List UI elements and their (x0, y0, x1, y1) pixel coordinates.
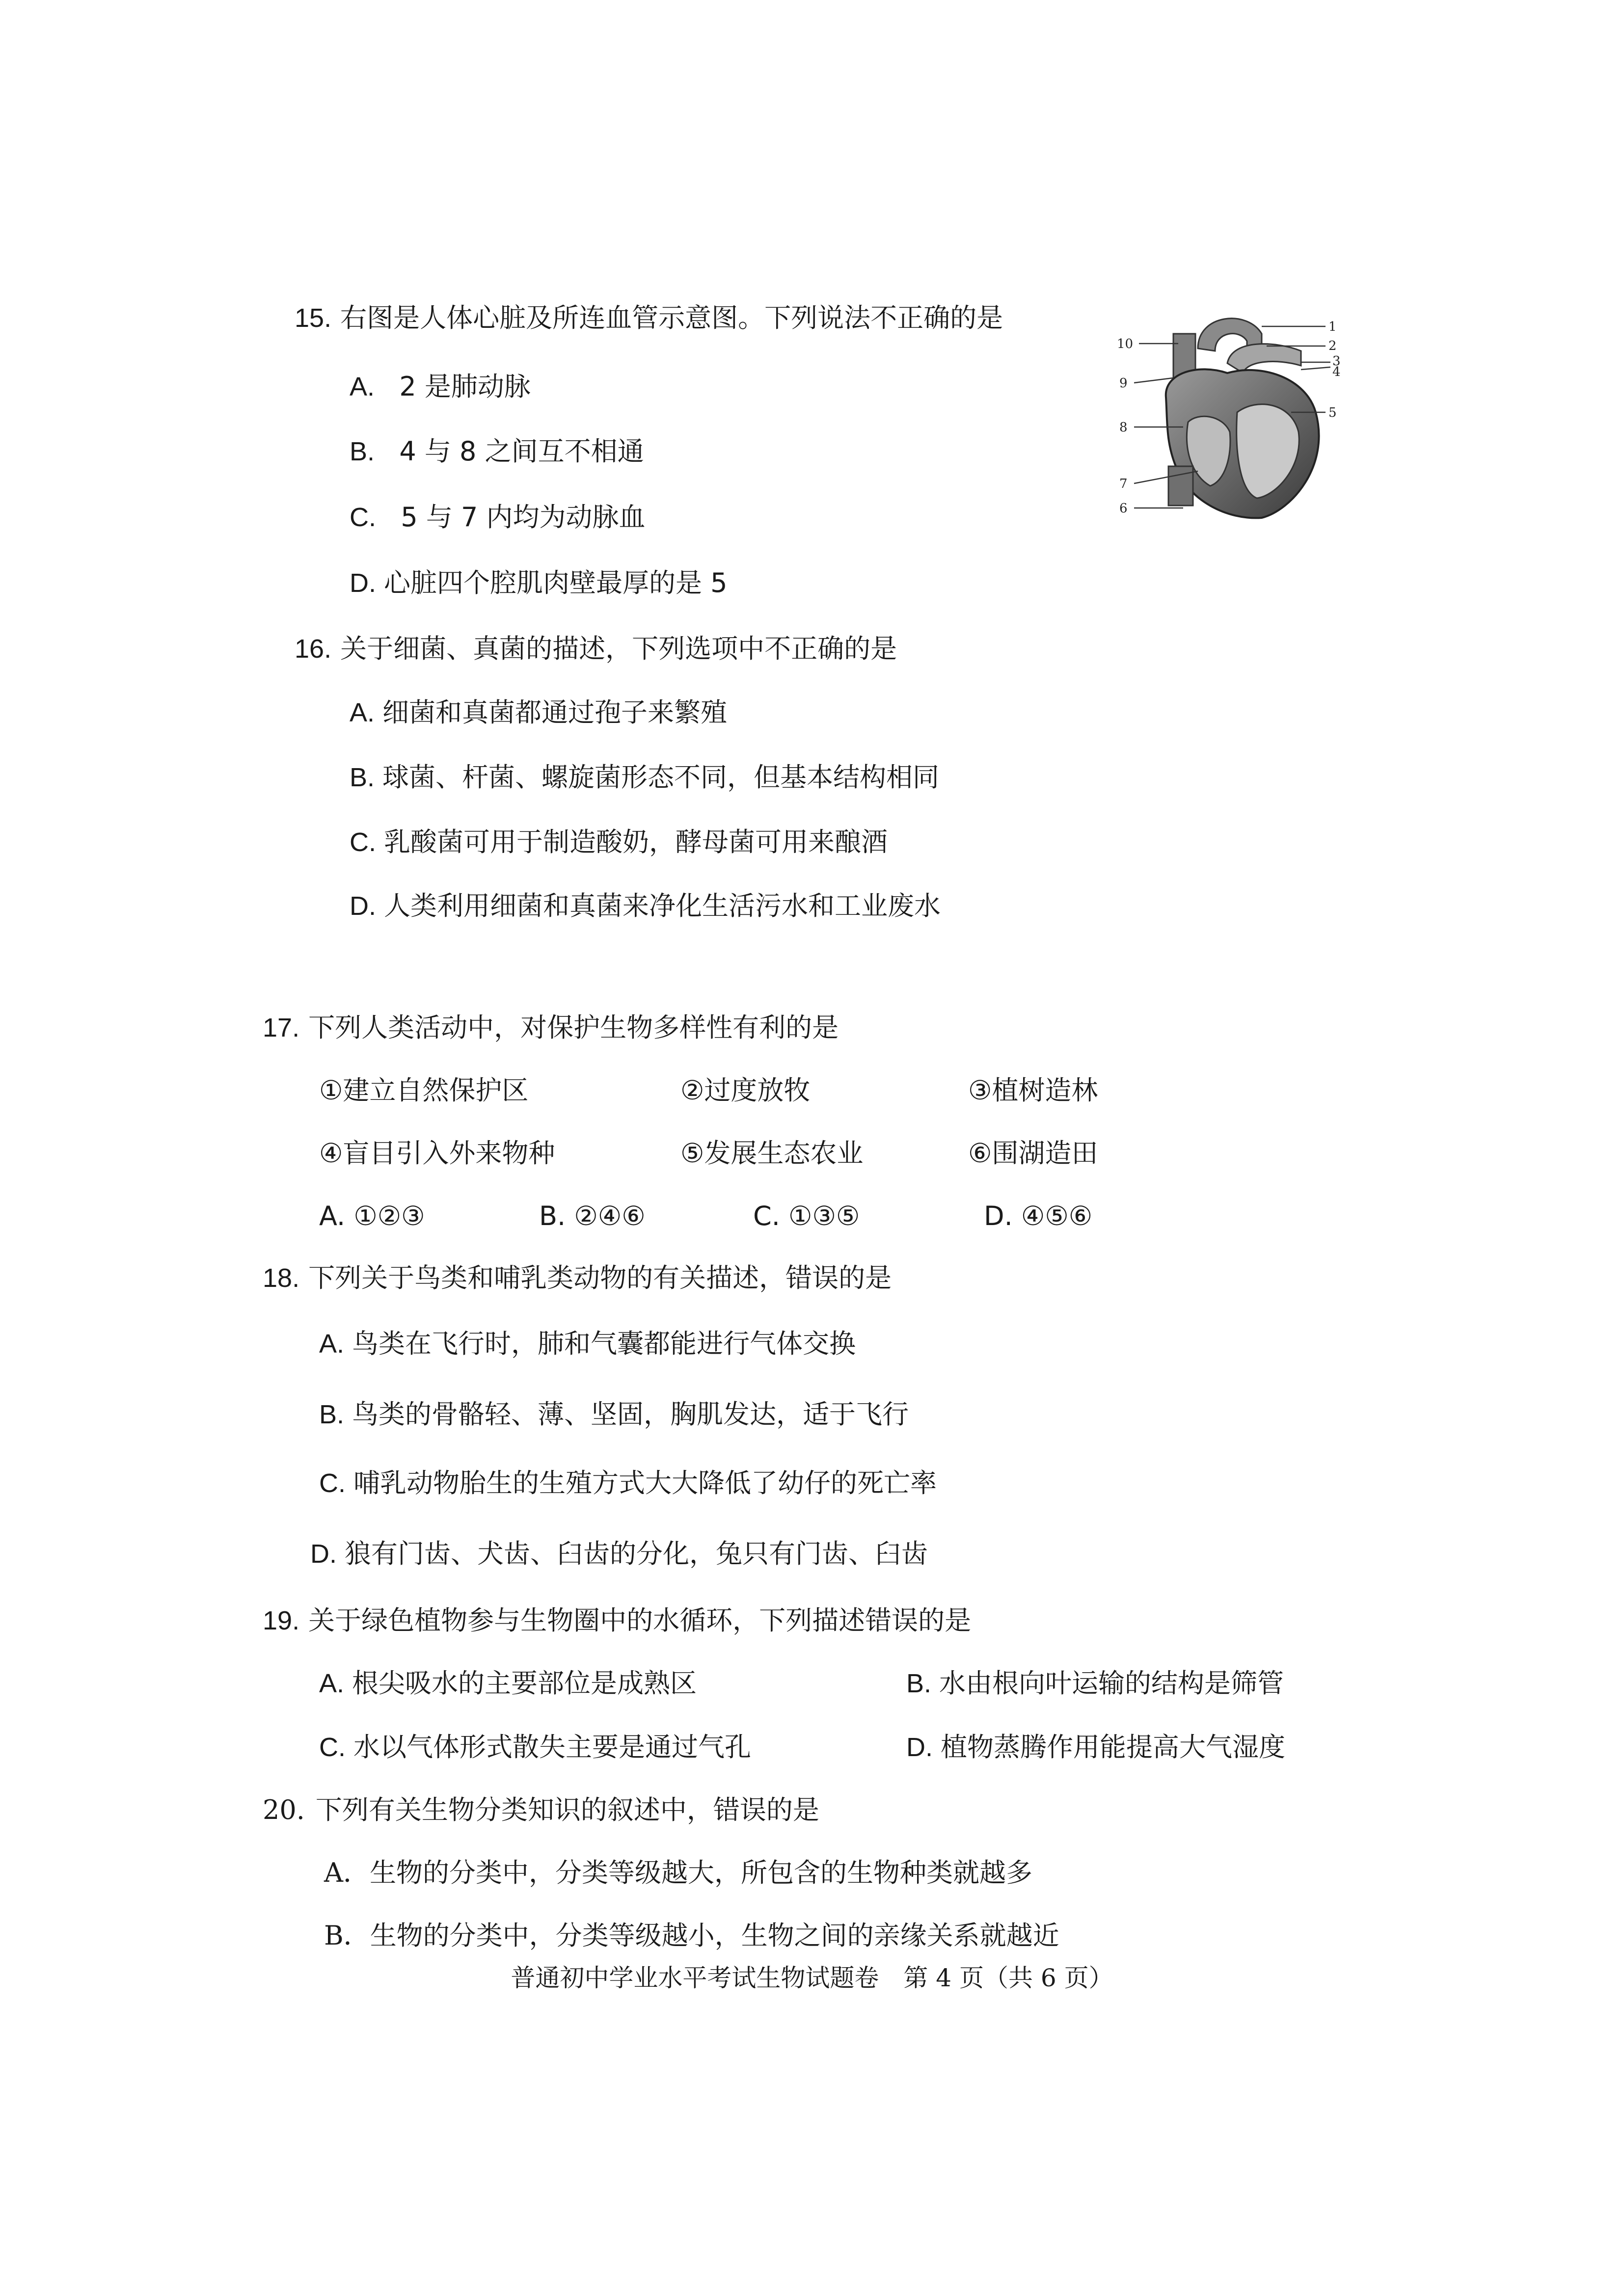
fig-label-3: 3 (1332, 354, 1341, 369)
q20-option-a: A．生物的分类中，分类等级越大，所包含的生物种类就越多 (324, 1857, 1032, 1888)
q17-item-2: ②过度放牧 (680, 1075, 811, 1106)
q17-item-4: ④盲目引入外来物种 (319, 1138, 555, 1169)
q16-option-c: C. 乳酸菌可用于制造酸奶，酵母菌可用来酿酒 (350, 827, 888, 857)
q17-option-d: D. ④⑤⑥ (984, 1201, 1093, 1231)
heart-diagram (1114, 304, 1345, 525)
q15-option-d: D. 心脏四个腔肌肉壁最厚的是 5 (350, 567, 728, 598)
fig-label-2: 2 (1328, 339, 1337, 353)
q15-stem: 15. 右图是人体心脏及所连血管示意图。下列说法不正确的是 (295, 302, 1003, 333)
q18-option-c: C. 哺乳动物胎生的生殖方式大大降低了幼仔的死亡率 (319, 1468, 937, 1498)
fig-label-5: 5 (1328, 405, 1337, 420)
q16-option-d: D. 人类利用细菌和真菌来净化生活污水和工业废水 (350, 890, 941, 921)
q17-item-5: ⑤发展生态农业 (680, 1138, 864, 1169)
q19-option-d: D. 植物蒸腾作用能提高大气湿度 (906, 1732, 1285, 1762)
fig-label-4: 4 (1332, 365, 1341, 379)
q17-stem: 17. 下列人类活动中，对保护生物多样性有利的是 (263, 1012, 839, 1043)
fig-label-1: 1 (1328, 320, 1337, 334)
q17-option-c: C. ①③⑤ (753, 1201, 860, 1231)
fig-label-7: 7 (1119, 477, 1128, 491)
q19-option-c: C. 水以气体形式散失主要是通过气孔 (319, 1732, 751, 1762)
q16-stem: 16. 关于细菌、真菌的描述，下列选项中不正确的是 (295, 633, 897, 664)
q18-option-a: A. 鸟类在飞行时，肺和气囊都能进行气体交换 (319, 1328, 856, 1359)
q17-item-6: ⑥围湖造田 (968, 1138, 1098, 1169)
fig-label-9: 9 (1119, 376, 1128, 391)
q18-option-d: D. 狼有门齿、犬齿、臼齿的分化，兔只有门齿、臼齿 (310, 1538, 928, 1569)
q17-option-a: A. ①②③ (319, 1201, 425, 1231)
q17-item-3: ③植树造林 (968, 1075, 1098, 1106)
q15-option-a: A. 2 是肺动脉 (350, 371, 531, 402)
fig-label-6: 6 (1119, 501, 1128, 516)
q18-option-b: B. 鸟类的骨骼轻、薄、坚固，胸肌发达，适于飞行 (319, 1399, 909, 1430)
q20-option-b: B．生物的分类中，分类等级越小，生物之间的亲缘关系就越近 (324, 1920, 1059, 1951)
q18-stem: 18. 下列关于鸟类和哺乳类动物的有关描述，错误的是 (263, 1262, 892, 1293)
vena-cava-lower (1168, 466, 1193, 506)
fig-label-8: 8 (1119, 420, 1128, 435)
q16-option-a: A. 细菌和真菌都通过孢子来繁殖 (350, 697, 728, 728)
q16-option-b: B. 球菌、杆菌、螺旋菌形态不同，但基本结构相同 (350, 762, 940, 793)
q15-option-c: C. 5 与 7 内均为动脉血 (350, 502, 646, 533)
q19-stem: 19. 关于绿色植物参与生物圈中的水循环，下列描述错误的是 (263, 1605, 972, 1636)
q19-option-b: B. 水由根向叶运输的结构是筛管 (906, 1668, 1284, 1699)
pulmonary-artery (1227, 344, 1301, 373)
q20-stem: 20. 下列有关生物分类知识的叙述中，错误的是 (263, 1794, 819, 1825)
page-footer: 普通初中学业水平考试生物试题卷 第 4 页（共 6 页） (511, 1964, 1113, 1992)
q15-option-b: B. 4 与 8 之间互不相通 (350, 436, 644, 467)
q17-item-1: ①建立自然保护区 (319, 1075, 529, 1106)
fig-label-10: 10 (1117, 337, 1134, 351)
q17-option-b: B. ②④⑥ (539, 1201, 646, 1231)
q19-option-a: A. 根尖吸水的主要部位是成熟区 (319, 1668, 697, 1699)
